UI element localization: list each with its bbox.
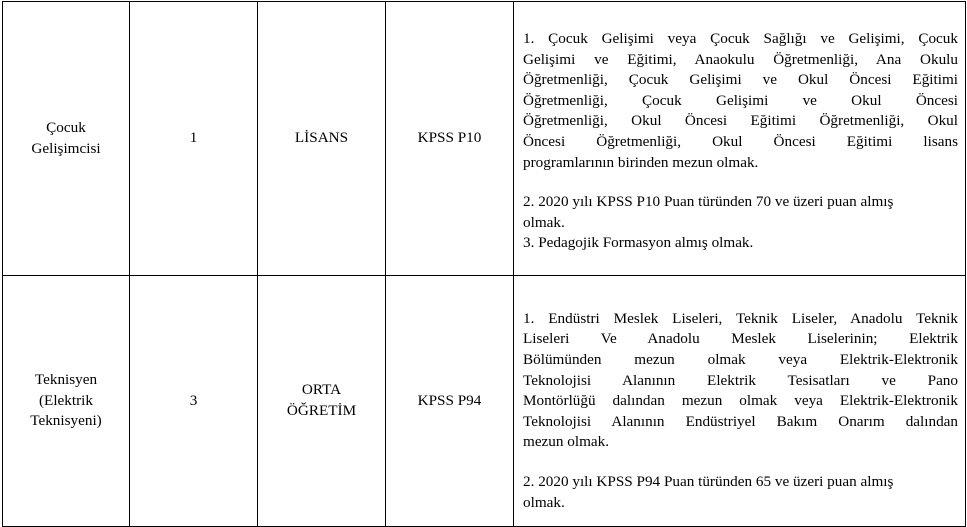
requirement-line: Teknolojisi Alanının Elektrik Tesisatları ve Pano <box>523 371 958 389</box>
requirement-line: 1. Çocuk Gelişimi veya Çocuk Sağlığı ve Gelişimi, Çocuk <box>523 30 958 48</box>
requirement-line: Teknolojisi Alanının Endüstriyel Bakım Onarım dalından <box>523 412 958 430</box>
position-count-cell <box>130 276 258 527</box>
requirements-cell <box>514 2 966 276</box>
requirement-item <box>523 309 958 453</box>
requirement-line: Öğretmenliği, Çocuk Gelişimi ve Okul Öncesi <box>523 91 958 109</box>
requirements-cell <box>514 276 966 527</box>
requirement-line: 1. Endüstri Meslek Liseleri, Teknik Liseler, Anadolu Teknik <box>523 309 958 327</box>
position-count: 3 <box>189 391 198 409</box>
requirement-item <box>523 29 958 173</box>
exam-type: KPSS P10 <box>417 129 482 147</box>
requirement-line: Öğretmenliği, Okul Öncesi Eğitimi Öğretmenliği, Okul <box>523 112 958 130</box>
requirement-item <box>523 192 958 233</box>
table-row <box>3 2 966 276</box>
position-title-cell <box>3 276 130 527</box>
requirements-table <box>2 1 966 527</box>
education-level-cell <box>258 2 386 276</box>
requirement-item <box>523 472 958 513</box>
requirement-line: 2. 2020 yılı KPSS P10 Puan türünden 70 ve üzeri puan almış <box>523 193 894 211</box>
position-title-line: Teknisyeni) <box>30 412 102 430</box>
position-title-line: Gelişimcisi <box>31 139 101 157</box>
requirement-line: Montörlüğü dalından mezun olmak veya Elektrik-Elektronik <box>523 392 958 410</box>
position-title-line: (Elektrik <box>39 391 93 409</box>
position-title-cell <box>3 2 130 276</box>
requirement-line: Öncesi Öğretmenliği, Okul Öncesi Eğitimi lisans <box>523 133 958 150</box>
requirement-line: mezun olmak. <box>523 433 610 451</box>
position-title-line: Teknisyen <box>34 371 98 389</box>
requirement-item <box>523 233 958 254</box>
requirement-line: Gelişimi ve Eğitimi, Anaokulu Öğretmenliği, Ana Okulu <box>523 50 958 68</box>
requirement-line: 2. 2020 yılı KPSS P94 Puan türünden 65 ve üzeri puan almış <box>523 472 894 490</box>
requirement-line: Öğretmenliği, Çocuk Gelişimi ve Okul Öncesi Eğitimi <box>523 71 958 89</box>
exam-type: KPSS P94 <box>417 391 482 409</box>
requirement-line: Bölümünden mezun olmak veya Elektrik-Elektronik <box>523 351 958 369</box>
requirement-line: 3. Pedagojik Formasyon almış olmak. <box>523 234 754 252</box>
education-level-line: LİSANS <box>294 129 349 147</box>
education-level-line: ORTA <box>301 381 342 399</box>
requirement-line: olmak. <box>523 213 565 231</box>
requirement-line: programlarının birinden mezun olmak. <box>523 153 759 171</box>
requirement-line: olmak. <box>523 493 565 511</box>
education-level-cell <box>258 276 386 527</box>
position-count-cell <box>130 2 258 276</box>
exam-type-cell <box>386 2 514 276</box>
position-title-line: Çocuk <box>46 118 86 136</box>
table-row <box>3 276 966 527</box>
education-level-line: ÖĞRETİM <box>286 402 357 419</box>
requirement-line: Liseleri Ve Anadolu Meslek Liselerinin; Elektrik <box>523 330 958 348</box>
position-count: 1 <box>189 129 198 147</box>
exam-type-cell <box>386 276 514 527</box>
